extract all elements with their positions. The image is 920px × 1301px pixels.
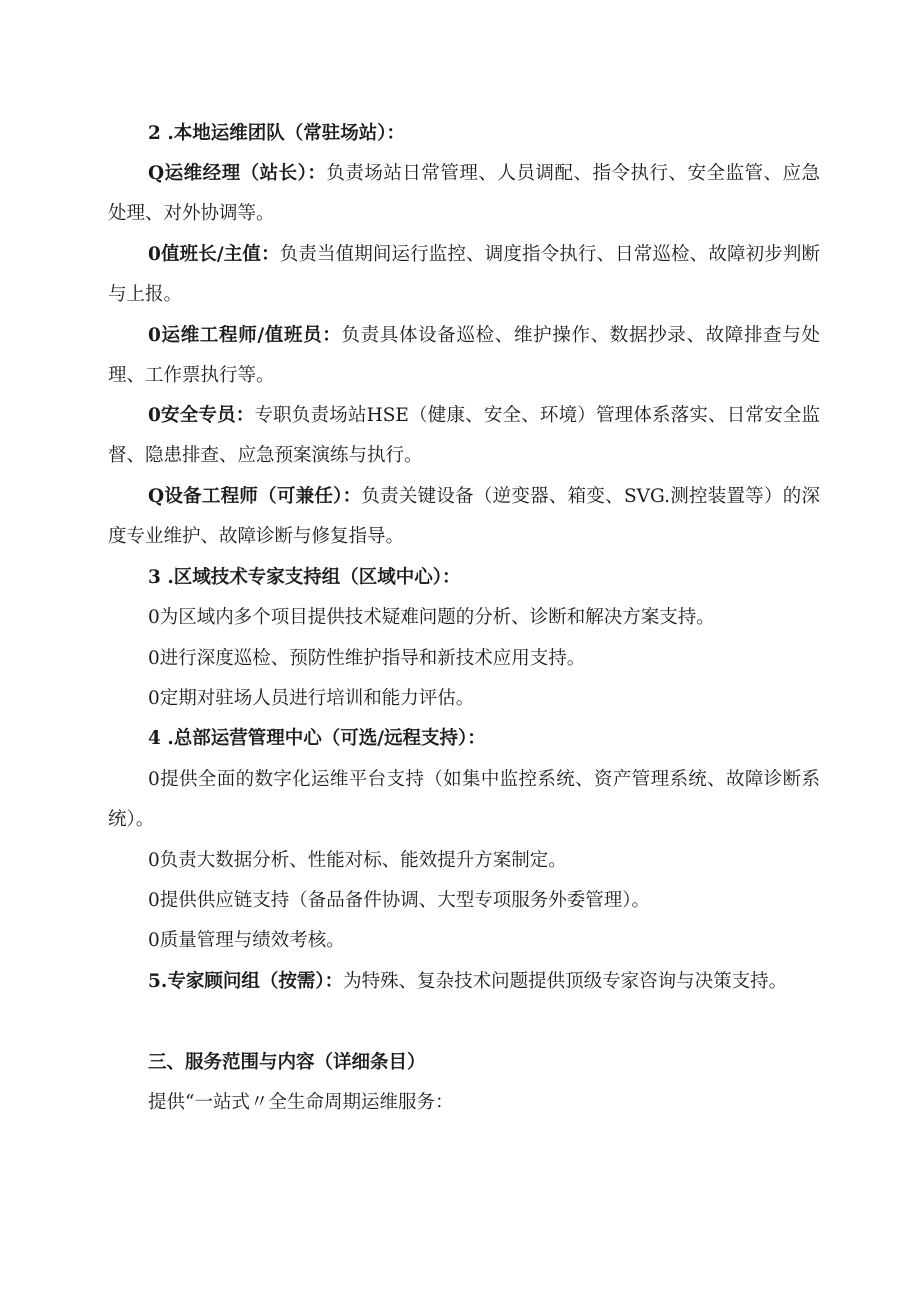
- list-item-hq-2: 0负责大数据分析、性能对标、能效提升方案制定。: [148, 850, 567, 871]
- list-item-hq-4: 0质量管理与绩效考核。: [148, 930, 345, 951]
- item-text: 负责当值期间运行监控、调度指令执行、日常巡检、故障初步判断与上报。: [108, 244, 820, 305]
- item-label: 0值班长/主值：: [148, 244, 280, 265]
- item-text: 专职负责场站HSE（健康、安全、环境）管理体系落实、日常安全监督、隐患排查、应急预案演练与执行。: [108, 405, 820, 466]
- item-label: 5.专家顾问组（按需）：: [148, 971, 344, 992]
- item-label: 0运维工程师/值班员：: [148, 325, 342, 346]
- item-text: 为特殊、复杂技术问题提供顶级专家咨询与决策支持。: [343, 971, 788, 992]
- list-item-regional-2: 0进行深度巡检、预防性维护指导和新技术应用支持。: [148, 648, 586, 669]
- item-label: Q设备工程师（可兼任）：: [148, 486, 362, 507]
- list-item-ops-engineer: [108, 316, 820, 396]
- list-item-ops-manager: [108, 154, 820, 234]
- list-item-expert-group: [108, 962, 820, 1002]
- list-item-shift-leader: [108, 235, 820, 315]
- section-heading-hq: 4 .总部运营管理中心（可选/远程支持）：: [148, 728, 486, 749]
- chapter-heading-service-scope: 三、服务范围与内容（详细条目）: [148, 1052, 426, 1073]
- chapter-intro: 提供“一站式〃全生命周期运维服务：: [148, 1092, 454, 1113]
- list-item-regional-3: 0定期对驻场人员进行培训和能力评估。: [148, 688, 475, 709]
- item-text: 负责关键设备（逆变器、箱变、SVG.测控装置等）的深度专业维护、故障诊断与修复指导。: [108, 486, 820, 547]
- section-heading-local-team: 2 .本地运维团队（常驻场站）：: [148, 123, 406, 144]
- list-item-safety-officer: [108, 396, 820, 476]
- list-item-hq-3: 0提供供应链支持（备品备件协调、大型专项服务外委管理）。: [148, 890, 651, 911]
- item-label: 0安全专员：: [148, 405, 255, 426]
- list-item-equipment-engineer: [108, 477, 820, 557]
- item-text: 负责具体设备巡检、维护操作、数据抄录、故障排查与处理、工作票执行等。: [108, 325, 820, 386]
- list-item-regional-1: 0为区域内多个项目提供技术疑难问题的分析、诊断和解决方案支持。: [148, 607, 715, 628]
- list-item-hq-1: 0提供全面的数字化运维平台支持（如集中监控系统、资产管理系统、故障诊断系统）。: [108, 769, 820, 830]
- item-label: Q运维经理（站长）：: [148, 163, 327, 184]
- item-text: 负责场站日常管理、人员调配、指令执行、安全监管、应急处理、对外协调等。: [108, 163, 820, 224]
- section-heading-regional: 3 .区域技术专家支持组（区域中心）：: [148, 567, 461, 588]
